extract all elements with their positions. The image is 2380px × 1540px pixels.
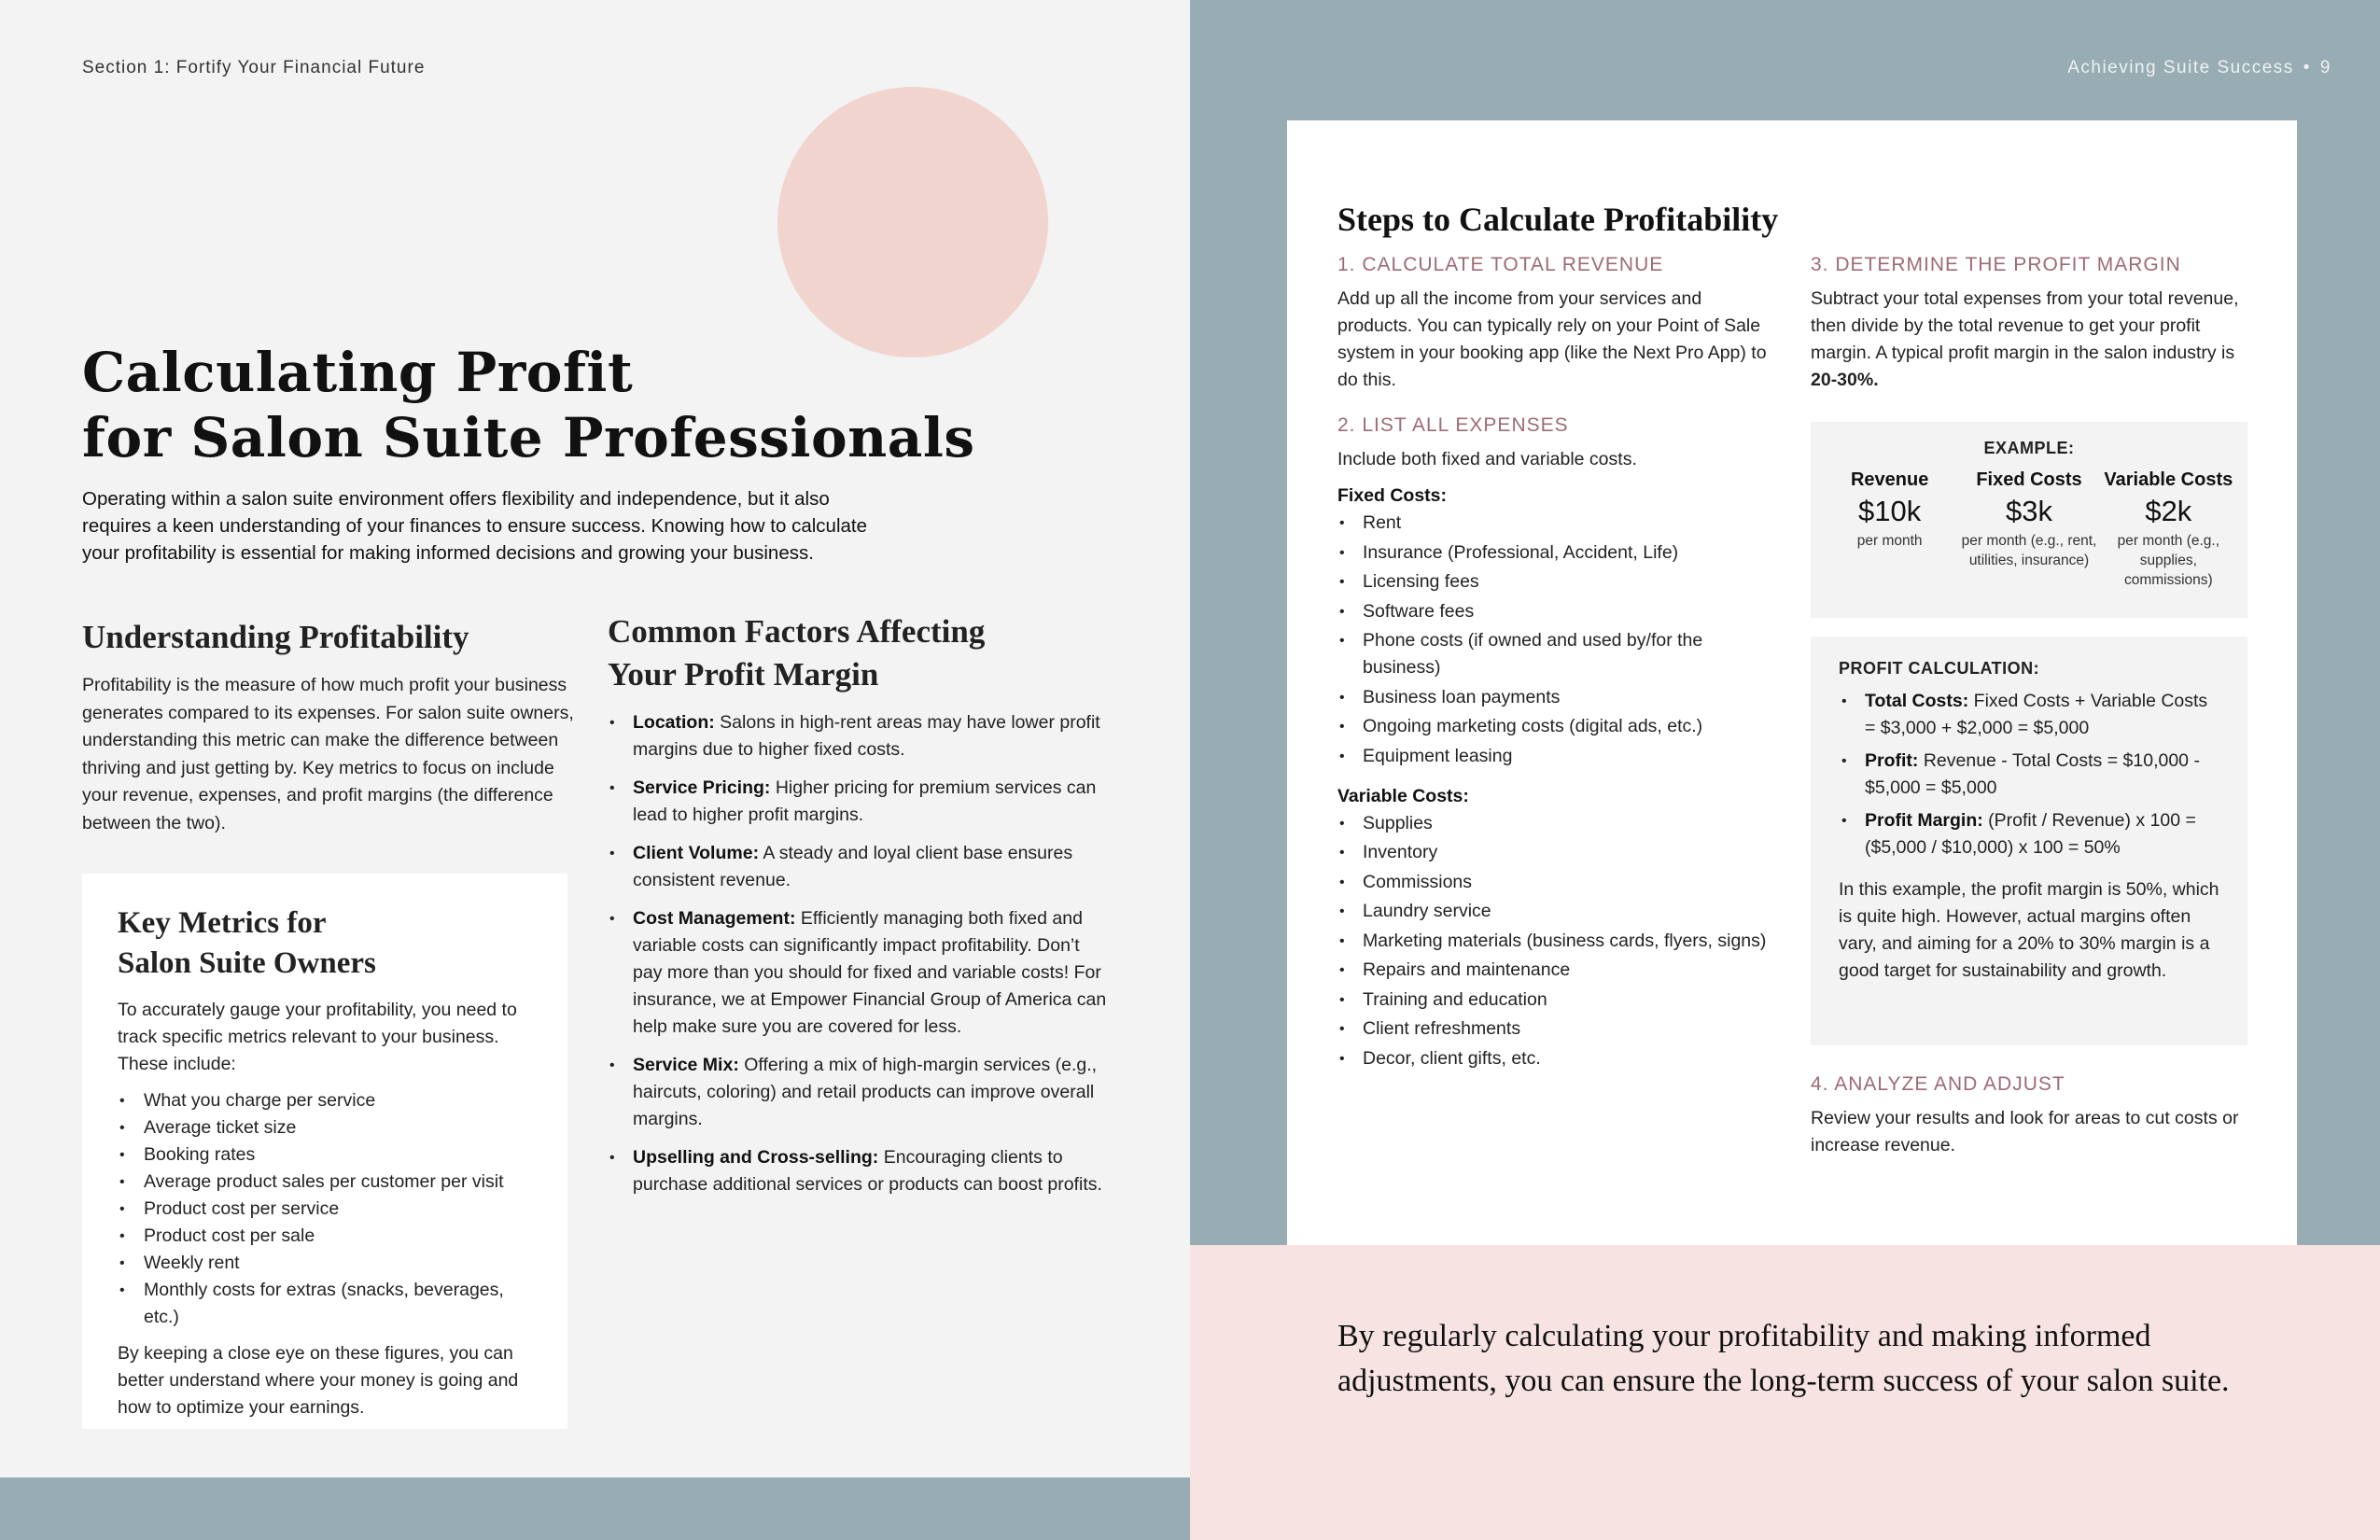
step-4-body: Review your results and look for areas to cut costs or increase revenue. [1811,1108,2239,1155]
factor-text: Efficiently managing both fixed and variable costs can significantly impact profitability. Don’t pay more than you should for fixed and variable costs! For insurance, we at Empower Financial Group of America can help make sure you are covered for less. [633,908,1107,1037]
list-item [1839,807,2219,861]
factor-term: Service Pricing: [633,777,771,798]
step-4-heading: 4. ANALYZE AND ADJUST [1811,1073,2065,1095]
list-item: • Inventory [1337,839,1776,866]
list-item: • Training and education [1337,987,1776,1014]
step-1-heading: 1. CALCULATE TOTAL REVENUE [1337,254,1664,275]
example-note: per month (e.g., rent, utilities, insurance) [1961,533,2097,568]
bottom-band [0,1477,1190,1540]
list-item: • Marketing materials (business cards, flyers, signs) [1337,928,1776,955]
list-item: • Commissions [1337,869,1776,896]
list-item: • Supplies [1337,810,1776,837]
key-metrics-outro: By keeping a close eye on these figures, you can better understand where your money is going and how to optimize your earnings. [118,1343,519,1418]
calc-term: Profit Margin: [1865,810,1983,831]
list-item: • Decor, client gifts, etc. [1337,1045,1776,1072]
list-item: • Weekly rent [118,1250,532,1277]
title-line-1: Calculating Profit [82,341,634,404]
understanding-heading: Understanding Profitability [82,619,469,655]
step-1 [1337,254,1776,394]
example-name: Fixed Costs [1976,469,2082,490]
key-metrics-card [82,874,567,1429]
list-item: • Insurance (Professional, Accident, Life) [1337,539,1776,567]
factor-term: Client Volume: [633,843,760,863]
variable-costs-label: Variable Costs: [1337,785,1469,806]
key-metrics-heading [118,903,532,984]
step-4 [1811,1073,2249,1159]
example-value: $2k [2145,495,2192,527]
understanding-body: Profitability is the measure of how much profit your business generates compared to its expenses. For salon suite owners, understanding this metric can make the difference between thriving and just getting by. Key metrics to focus on include your revenue, expenses, and profit margins (the difference between the two). [82,675,574,833]
list-item [1839,748,2219,802]
list-item: • Rent [1337,510,1776,537]
factor-text: Offering a mix of high-margin services (e.g., haircuts, coloring) and retail products can improve overall margins. [633,1055,1098,1129]
example-label: EXAMPLE: [1983,439,2075,457]
factor-text: Salons in high-rent areas may have lower profit margins due to higher fixed costs. [633,712,1100,760]
list-item [608,840,1107,894]
factor-term: Upselling and Cross-selling: [633,1147,879,1168]
list-item: • Ongoing marketing costs (digital ads, etc.) [1337,713,1776,740]
list-item: • Equipment leasing [1337,743,1776,770]
page-number: 9 [2319,58,2331,77]
profit-calculation-box [1811,637,2247,1045]
factors-heading-line-1: Common Factors Affecting [608,613,986,650]
calculation-list [1839,688,2219,861]
closing-quote [1337,1314,2271,1404]
example-fixed-costs [1959,468,2098,590]
step-3-heading: 3. DETERMINE THE PROFIT MARGIN [1811,254,2181,275]
quote-line-2: adjustments, you can ensure the long-term success of your salon suite. [1337,1364,2230,1398]
step-3-range: 20-30%. [1811,370,1879,390]
calc-term: Profit: [1865,750,1919,771]
variable-costs-list [1337,810,1776,1072]
list-item: • Product cost per service [118,1196,532,1223]
list-item [608,1052,1107,1133]
list-item: • Client refreshments [1337,1015,1776,1043]
key-metrics-intro: To accurately gauge your profitability, you need to track specific metrics relevant to your business. These include: [118,1000,517,1074]
list-item: • Repairs and maintenance [1337,957,1776,984]
step-2-intro: Include both fixed and variable costs. [1337,449,1637,469]
example-name: Variable Costs [2104,469,2233,490]
example-note: per month [1856,533,1923,549]
list-item: • Average product sales per customer per visit [118,1169,532,1196]
example-revenue [1820,468,1959,590]
list-item [1839,688,2219,742]
step-3-text: Subtract your total expenses from your total revenue, then divide by the total revenue to get your profit margin. A typical profit margin in the salon industry is [1811,288,2239,363]
calculation-summary: In this example, the profit margin is 50%, which is quite high. However, actual margins often vary, and aiming for a 20% to 30% margin is a good target for sustainability and growth. [1839,879,2219,981]
example-value: $3k [2006,495,2052,527]
fixed-costs-label: Fixed Costs: [1337,485,1448,506]
key-metrics-list [118,1087,532,1331]
list-item: • What you charge per service [118,1087,532,1114]
factors-heading [608,610,1074,696]
list-item: • Software fees [1337,598,1776,625]
step-2-heading: 2. LIST ALL EXPENSES [1337,414,1569,436]
key-metrics-heading-line-2: Salon Suite Owners [118,946,376,980]
calculation-label: PROFIT CALCULATION: [1839,659,2040,678]
factor-term: Service Mix: [633,1055,739,1075]
list-item: • Licensing fees [1337,568,1776,595]
calc-text: Revenue - Total Costs = $10,000 - $5,000 = $5,000 [1865,750,2200,798]
right-page [1190,0,2380,1540]
example-note: per month (e.g., supplies, commissions) [2117,533,2220,588]
steps-column-left [1337,254,1776,1093]
factor-text: Encouraging clients to purchase additional services or products can boost profits. [633,1147,1102,1195]
decorative-circle [777,87,1048,357]
list-item: • Laundry service [1337,898,1776,925]
list-item [608,1144,1107,1198]
example-columns [1811,468,2247,590]
factors-heading-line-2: Your Profit Margin [608,656,879,693]
calc-text: Fixed Costs + Variable Costs = $3,000 + $2,000 = $5,000 [1865,691,2208,738]
factor-term: Location: [633,712,715,733]
quote-line-1: By regularly calculating your profitability and making informed [1337,1319,2151,1353]
factor-term: Cost Management: [633,908,796,929]
calc-term: Total Costs: [1865,691,1969,711]
fixed-costs-list [1337,510,1776,770]
example-name: Revenue [1850,469,1929,490]
intro-paragraph: Operating within a salon suite environment offers flexibility and independence, but it also requires a keen understanding of your finances to ensure success. Knowing how to calculate your profitability is essential for making informed decisions and growing your business. [82,488,868,564]
list-item: • Business loan payments [1337,684,1776,711]
list-item [608,905,1107,1041]
steps-title: Steps to Calculate Profitability [1337,201,1779,238]
list-item: • Monthly costs for extras (snacks, beverages, etc.) [118,1277,532,1331]
header-separator: • [2303,58,2311,77]
list-item [608,709,1107,763]
step-3 [1811,254,2254,394]
example-box [1811,422,2247,618]
list-item: • Product cost per sale [118,1223,532,1250]
factors-list [608,709,1107,1210]
factor-text: A steady and loyal client base ensures consistent revenue. [633,843,1073,890]
step-1-body: Add up all the income from your services and products. You can typically rely on your Point of Sale system in your booking app (like the Next Pro App) to do this. [1337,288,1767,390]
calc-text: (Profit / Revenue) x 100 = ($5,000 / $10,000) x 100 = 50% [1865,810,2196,858]
title-line-2: for Salon Suite Professionals [82,406,975,469]
page-header [2067,58,2331,78]
step-3-body [1811,286,2254,394]
step-2 [1337,414,1776,1072]
header-title: Achieving Suite Success [2067,58,2294,77]
page-title [82,340,1015,470]
example-variable-costs [2099,468,2238,590]
list-item: • Average ticket size [118,1114,532,1141]
list-item: • Booking rates [118,1141,532,1169]
list-item: • Phone costs (if owned and used by/for the business) [1337,627,1776,681]
factor-text: Higher pricing for premium services can lead to higher profit margins. [633,777,1097,825]
list-item [608,775,1107,829]
example-value: $10k [1858,495,1922,527]
section-label: Section 1: Fortify Your Financial Future [82,58,426,77]
key-metrics-heading-line-1: Key Metrics for [118,906,327,940]
